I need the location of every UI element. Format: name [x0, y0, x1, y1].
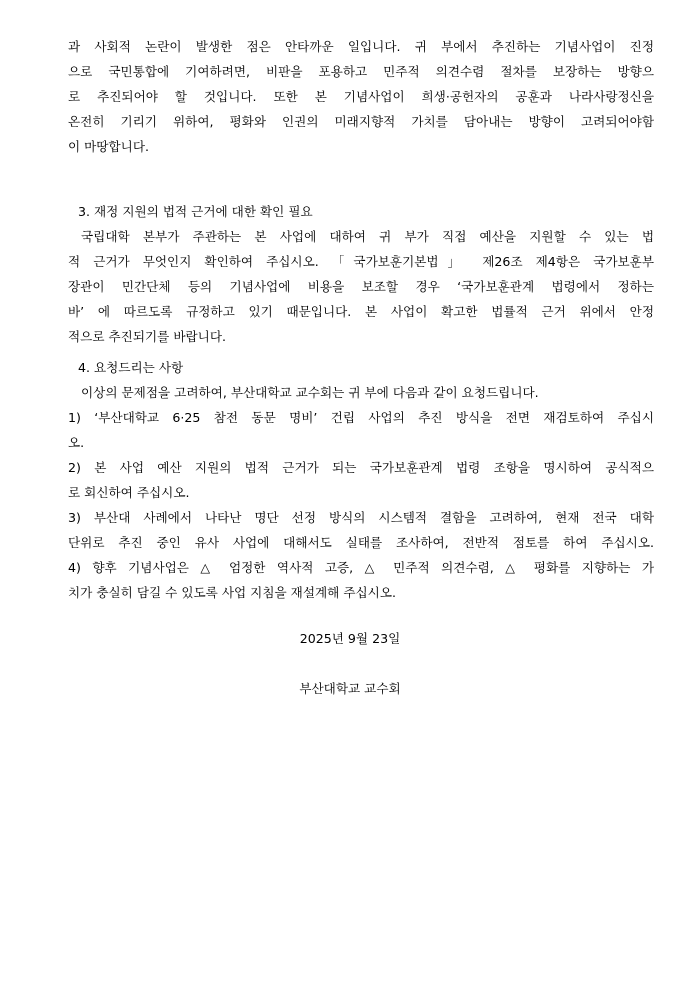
- text-line: 바’ 에 따르도록 규정하고 있기 때문입니다. 본 사업이 확고한 법률적 근거 위에서 안정: [68, 304, 654, 319]
- text-line: 로 회신하여 주십시오.: [68, 485, 190, 500]
- text-line: 단위로 추진 중인 유사 사업에 대해서도 실태를 조사하여, 전반적 점토를 하여 주십시오.: [68, 535, 654, 550]
- text-line: 적으로 추진되기를 바랍니다.: [68, 329, 226, 344]
- request-item-3: 3) 부산대 사례에서 나타난 명단 선정 방식의 시스템적 결함을 고려하여, 현재 전국 대학: [68, 510, 654, 525]
- section-4-body: [68, 380, 654, 605]
- signer-name: 부산대학교 교수회: [299, 681, 401, 696]
- text-line: 치가 충실히 담길 수 있도록 사업 지침을 재설계해 주십시오.: [68, 585, 397, 600]
- request-item-2: 2) 본 사업 예산 지원의 법적 근거가 되는 국가보훈관계 법령 조항을 명시하여 공식적으: [68, 460, 654, 475]
- document-date: 2025년 9월 23일: [299, 631, 401, 646]
- text-line: 온전히 기리기 위하여, 평화와 인권의 미래지향적 가치를 담아내는 방향이 고려되어야함: [68, 114, 654, 129]
- text-line: 오.: [68, 435, 85, 450]
- text-line: 이 마땅합니다.: [68, 139, 149, 154]
- request-item-4: 4) 향후 기념사업은 △ 엄정한 역사적 고증, △ 민주적 의견수렴, △ 평화를 지향하는 가: [68, 560, 654, 575]
- section-4-heading: 4. 요청드리는 사항: [78, 360, 184, 375]
- section-3-body: [68, 224, 654, 349]
- text-line: 장관이 민간단체 등의 기념사업에 비용을 보조할 경우 ‘국가보훈관계 법령에서 정하는: [68, 279, 654, 294]
- text-line: 적 근거가 무엇인지 확인하여 주십시오. 「국가보훈기본법」 제26조 제4항은 국가보훈부: [68, 254, 654, 269]
- paragraph-intro: [68, 34, 654, 159]
- text-line: 으로 국민통합에 기여하려면, 비판을 포용하고 민주적 의견수렴 절차를 보장하는 방향으: [68, 64, 654, 79]
- text-line: 국립대학 본부가 주관하는 본 사업에 대하여 귀 부가 직접 예산을 지원할 수 있는 법: [81, 229, 654, 244]
- text-line: 이상의 문제점을 고려하여, 부산대학교 교수회는 귀 부에 다음과 같이 요청드립니다.: [81, 385, 539, 400]
- section-3-heading: 3. 재정 지원의 법적 근거에 대한 확인 필요: [78, 204, 313, 219]
- text-line: 과 사회적 논란이 발생한 점은 안타까운 일입니다. 귀 부에서 추진하는 기념사업이 진정: [68, 39, 654, 54]
- request-item-1: 1) ‘부산대학교 6·25 참전 동문 명비’ 건립 사업의 추진 방식을 전면 재검토하여 주십시: [68, 410, 654, 425]
- text-line: 로 추진되어야 할 것입니다. 또한 본 기념사업이 희생·공헌자의 공훈과 나라사랑정신을: [68, 89, 654, 104]
